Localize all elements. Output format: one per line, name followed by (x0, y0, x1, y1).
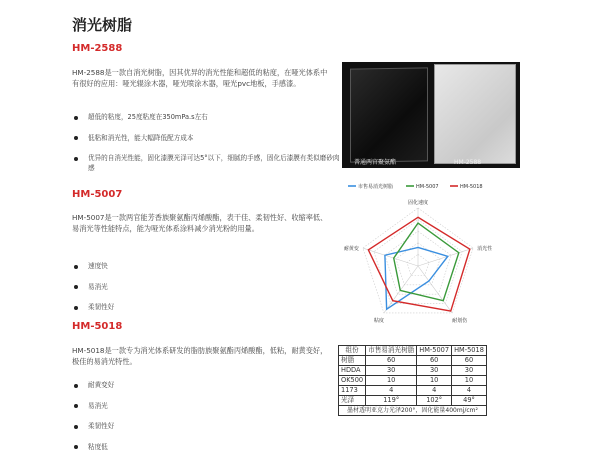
table-cell: 光泽 (339, 396, 366, 406)
table-cell: 102° (417, 396, 452, 406)
feature-list-hm5007 (72, 262, 342, 324)
product-model-hm5018: HM-5018 (72, 321, 123, 332)
table-footnote-row (339, 406, 487, 416)
photo-label-right: HM-2588 (454, 159, 482, 166)
table-cell: 60 (452, 356, 487, 366)
radar-axis-label: 耐划伤 (452, 317, 468, 324)
table-cell: 30 (366, 366, 417, 376)
feature-item: 柔韧性好 (72, 422, 342, 432)
table-row (339, 366, 487, 376)
feature-item: 易消光 (72, 283, 342, 293)
radar-axis-label: 粘度 (373, 317, 384, 324)
table-row (339, 356, 487, 366)
radar-axis-label: 固化速度 (407, 200, 429, 206)
radar-chart (318, 180, 518, 340)
feature-item: 超低的粘度，25度粘度在350mPa.s左右 (72, 113, 342, 123)
table-cell: 4 (417, 386, 452, 396)
feature-item: 低粘和消光性，能大幅降低配方成本 (72, 134, 342, 144)
table-row (339, 376, 487, 386)
product-model-hm5007: HM-5007 (72, 189, 123, 200)
photo-label-left: 普通两官聚氨酯 (354, 159, 397, 166)
table-header-cell: 市售易消光树脂 (366, 346, 417, 356)
table-cell: 30 (417, 366, 452, 376)
table-header-row (339, 346, 487, 356)
page-title: 消光树脂 (72, 16, 133, 34)
radar-spoke (384, 266, 418, 313)
table-cell: 10 (366, 376, 417, 386)
photo-dark-panel (350, 67, 428, 162)
table-row (339, 396, 487, 406)
product-model-hm2588: HM-2588 (72, 43, 123, 54)
table-cell: HDDA (339, 366, 366, 376)
table-cell: OK500 (339, 376, 366, 386)
legend-label: HM-5018 (460, 184, 483, 190)
table-cell: 30 (452, 366, 487, 376)
table-row (339, 386, 487, 396)
feature-item: 优异的自消光性能，固化漆膜光泽可达5°以下，细腻的手感，固化后漆膜有类似磨砂肉感 (72, 154, 342, 173)
legend-label: HM-5007 (416, 184, 439, 190)
formulation-table (338, 345, 487, 416)
table-cell: 4 (366, 386, 417, 396)
table-cell: 60 (417, 356, 452, 366)
table-cell: 10 (452, 376, 487, 386)
product-description-hm5007: HM-5007是一款两官能芳香族聚氨酯丙烯酸酯，表干佳、柔韧性好、收缩率低、易消光等性能特点，能为哑光体系涂料减少消光粉的用量。 (72, 213, 328, 233)
feature-list-hm2588 (72, 113, 342, 184)
radar-series-HM-5007 (394, 223, 459, 301)
feature-list-hm5018 (72, 381, 342, 463)
table-footnote: 墨材透明亚克力光泽200°，固化能量400mj/cm² (339, 406, 487, 416)
table-cell: 1173 (339, 386, 366, 396)
legend-label: 市售易消光树脂 (358, 184, 394, 190)
table-header-cell: HM-5007 (417, 346, 452, 356)
feature-item: 柔韧性好 (72, 303, 342, 313)
product-photo (342, 62, 520, 168)
table-cell: 10 (417, 376, 452, 386)
radar-axis-label: 消光性 (477, 246, 493, 253)
photo-light-panel (434, 64, 516, 164)
table-header-cell: 组份 (339, 346, 366, 356)
table-cell: 49° (452, 396, 487, 406)
product-description-hm2588: HM-2588是一款自消光树脂，因其优异的消光性能和超低的粘度，在哑光体系中有很好的应用：哑光辊涂木器，哑光喷涂木器，哑光pvc地板，手感漆。 (72, 68, 328, 88)
product-description-hm5018: HM-5018是一款专为消光体系研发的脂肪族聚氨酯丙烯酸酯，低粘，耐黄变好，极佳的易消光特性。 (72, 346, 328, 366)
table-cell: 60 (366, 356, 417, 366)
feature-item: 易消光 (72, 402, 342, 412)
feature-item: 耐黄变好 (72, 381, 342, 391)
radar-axis-label: 耐黄变 (343, 246, 359, 253)
feature-item: 速度快 (72, 262, 342, 272)
table-cell: 119° (366, 396, 417, 406)
table-header-cell: HM-5018 (452, 346, 487, 356)
table-cell: 4 (452, 386, 487, 396)
table-cell: 树脂 (339, 356, 366, 366)
feature-item: 粘度低 (72, 443, 342, 453)
